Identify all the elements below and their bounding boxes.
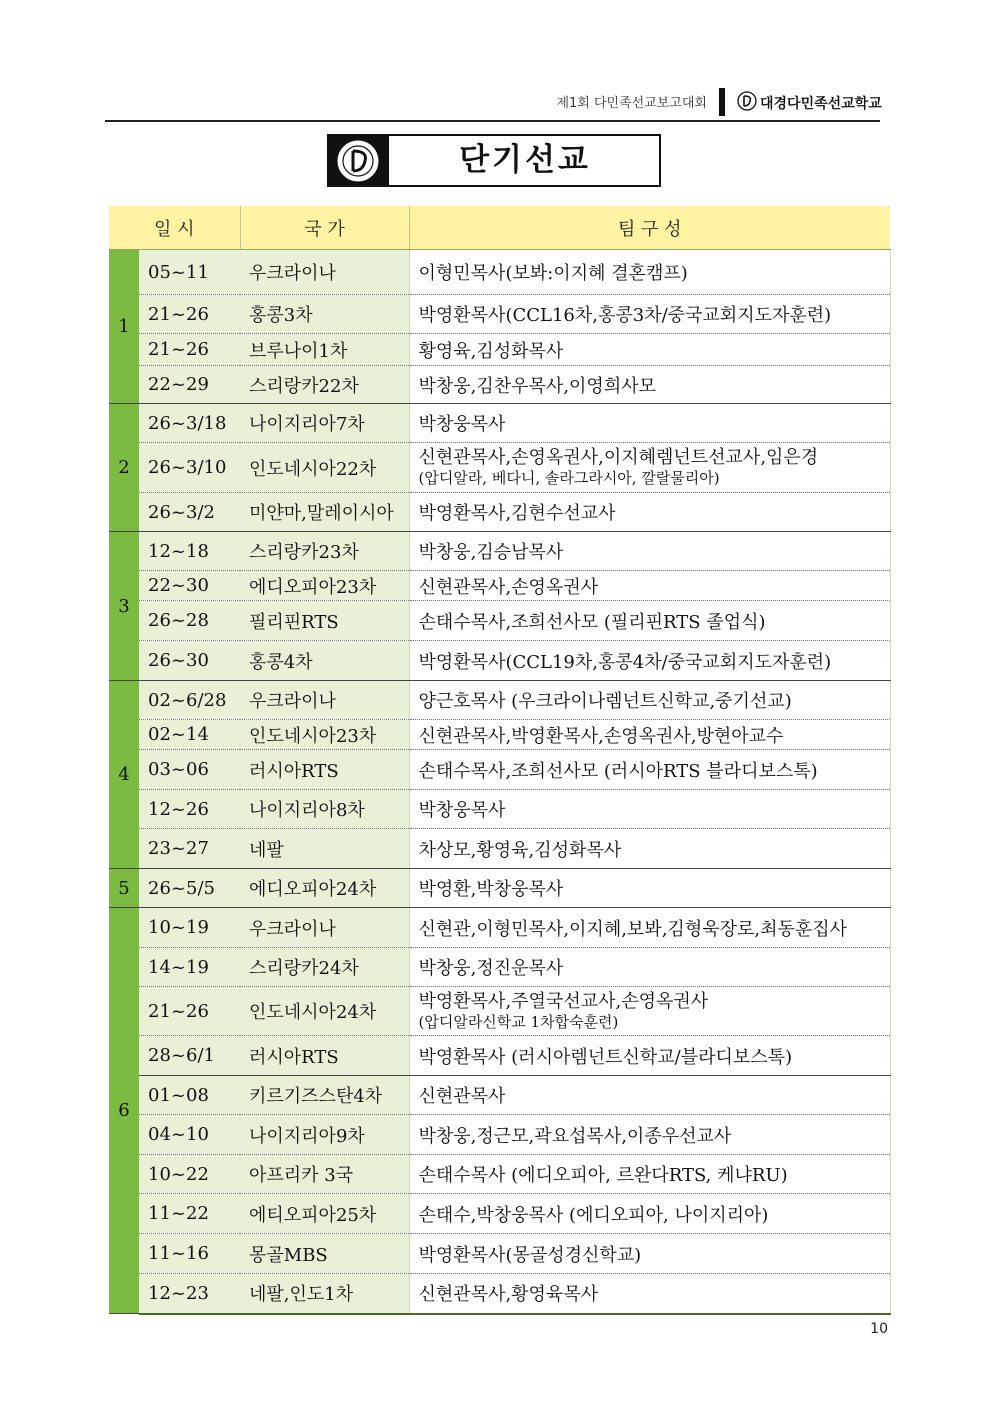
country-cell: 인도네시아22차: [240, 443, 409, 493]
table-header-row: [109, 206, 890, 250]
date-cell: 11~16: [139, 1234, 240, 1274]
date-cell: 05~11: [139, 250, 240, 295]
header-rule: [105, 120, 880, 122]
header-date: 일 시: [109, 206, 240, 250]
school-emblem-icon: [336, 139, 380, 183]
team-cell: [409, 987, 890, 1036]
country-cell: 인도네시아24차: [240, 987, 409, 1036]
date-cell: 26~28: [139, 601, 240, 641]
table-row: [109, 366, 890, 404]
title-logo-panel: [329, 136, 389, 185]
date-cell: 23~27: [139, 829, 240, 869]
team-cell: 손태수목사,조희선사모 (러시아RTS 블라디보스톡): [409, 750, 890, 790]
table-row: [109, 1274, 890, 1314]
country-cell: 러시아RTS: [240, 750, 409, 790]
date-cell: 14~19: [139, 948, 240, 987]
date-cell: 03~06: [139, 750, 240, 790]
header-divider-bar: [719, 88, 725, 116]
country-cell: 스리랑카24차: [240, 948, 409, 987]
table-row: [109, 987, 890, 1036]
country-cell: 나이지리아8차: [240, 790, 409, 829]
team-cell: 박영환목사 (러시아렘넌트신학교/블라디보스톡): [409, 1036, 890, 1076]
team-cell: 박영환목사(CCL19차,홍콩4차/중국교회지도자훈련): [409, 641, 890, 681]
date-cell: 21~26: [139, 334, 240, 366]
country-cell: 몽골MBS: [240, 1234, 409, 1274]
date-cell: 26~30: [139, 641, 240, 681]
team-cell: 신현관목사,손영옥권사: [409, 571, 890, 601]
month-cell: 6: [109, 908, 139, 1314]
header-country: 국 가: [240, 206, 409, 250]
date-cell: 12~26: [139, 790, 240, 829]
date-cell: 04~10: [139, 1115, 240, 1155]
date-cell: 26~3/2: [139, 493, 240, 532]
school-name: 대경다민족선교학교: [760, 96, 882, 112]
country-cell: 키르기즈스탄4차: [240, 1076, 409, 1115]
team-sub-text: (압디알라신학교 1차합숙훈련): [418, 1012, 619, 1031]
team-cell: 양근호목사 (우크라이나렘넌트신학교,중기선교): [409, 681, 890, 720]
table-row: [109, 790, 890, 829]
team-cell: 손태수목사 (에디오피아, 르완다RTS, 케냐RU): [409, 1155, 890, 1194]
date-cell: 22~30: [139, 571, 240, 601]
team-cell: 신현관목사,황영육목사: [409, 1274, 890, 1314]
school-logo-icon: [737, 91, 757, 111]
team-cell: 신현관,이형민목사,이지혜,보봐,김형욱장로,최동훈집사: [409, 908, 890, 948]
date-cell: 26~5/5: [139, 869, 240, 908]
month-cell: 1: [109, 250, 139, 404]
table-row: [109, 948, 890, 987]
table-row: [109, 532, 890, 571]
team-cell: 박창웅목사: [409, 404, 890, 443]
team-main-text: 신현관목사,손영옥권사,이지혜렘넌트선교사,임은경: [418, 447, 819, 468]
table-row: [109, 681, 890, 720]
team-cell: 손태수목사,조희선사모 (필리핀RTS 졸업식): [409, 601, 890, 641]
country-cell: 홍콩3차: [240, 295, 409, 334]
team-cell: 신현관목사: [409, 1076, 890, 1115]
table-row: [109, 1115, 890, 1155]
team-main-text: 박영환목사,주열국선교사,손영옥권사: [418, 990, 709, 1012]
table-body: [109, 250, 890, 1314]
country-cell: 인도네시아23차: [240, 720, 409, 750]
table-row: [109, 601, 890, 641]
month-cell: 2: [109, 404, 139, 532]
team-cell: 박영환목사(CCL16차,홍콩3차/중국교회지도자훈련): [409, 295, 890, 334]
table-row: [109, 641, 890, 681]
country-cell: 네팔,인도1차: [240, 1274, 409, 1314]
team-cell: 박창웅,정근모,곽요섭목사,이종우선교사: [409, 1115, 890, 1155]
team-cell: 손태수,박창웅목사 (에디오피아, 나이지리아): [409, 1194, 890, 1234]
team-cell: [409, 443, 890, 493]
table-row: [109, 1194, 890, 1234]
date-cell: 02~6/28: [139, 681, 240, 720]
country-cell: 홍콩4차: [240, 641, 409, 681]
date-cell: 26~3/18: [139, 404, 240, 443]
table-row: [109, 295, 890, 334]
table-row: [109, 493, 890, 532]
team-cell: 박영환목사(몽골성경신학교): [409, 1234, 890, 1274]
month-cell: 4: [109, 681, 139, 869]
country-cell: 네팔: [240, 829, 409, 869]
date-cell: 10~19: [139, 908, 240, 948]
title-box: [327, 134, 661, 187]
month-cell: 3: [109, 532, 139, 681]
date-cell: 21~26: [139, 987, 240, 1036]
mission-schedule-table: [109, 206, 891, 1315]
month-cell: 5: [109, 869, 139, 908]
country-cell: 우크라이나: [240, 908, 409, 948]
page-number: 10: [870, 1321, 888, 1337]
header-team: 팀 구 성: [409, 206, 890, 250]
team-cell: 박영환목사,김현수선교사: [409, 493, 890, 532]
date-cell: 01~08: [139, 1076, 240, 1115]
table-row: [109, 1155, 890, 1194]
table-row: [109, 443, 890, 493]
date-cell: 11~22: [139, 1194, 240, 1234]
country-cell: 에디오피아24차: [240, 869, 409, 908]
country-cell: 에티오피아25차: [240, 1194, 409, 1234]
date-cell: 26~3/10: [139, 443, 240, 493]
team-cell: 박창웅목사: [409, 790, 890, 829]
country-cell: 미얀마,말레이시아: [240, 493, 409, 532]
team-cell: 박창웅,김승남목사: [409, 532, 890, 571]
table-row: [109, 1234, 890, 1274]
table-row: [109, 829, 890, 869]
team-cell: 신현관목사,박영환목사,손영옥권사,방현아교수: [409, 720, 890, 750]
table-row: [109, 404, 890, 443]
table-row: [109, 571, 890, 601]
country-cell: 스리랑카23차: [240, 532, 409, 571]
country-cell: 에디오피아23차: [240, 571, 409, 601]
country-cell: 나이지리아7차: [240, 404, 409, 443]
table-row: [109, 1076, 890, 1115]
table-row: [109, 334, 890, 366]
table-row: [109, 1036, 890, 1076]
table-row: [109, 750, 890, 790]
team-cell: 박창웅,김찬우목사,이영희사모: [409, 366, 890, 404]
table-row: [109, 250, 890, 295]
table-row: [109, 908, 890, 948]
date-cell: 22~29: [139, 366, 240, 404]
team-cell: 박영환,박창웅목사: [409, 869, 890, 908]
team-sub-text: (압디알라, 베다니, 솔라그라시아, 깔랄물리아): [418, 469, 720, 487]
date-cell: 28~6/1: [139, 1036, 240, 1076]
country-cell: 우크라이나: [240, 681, 409, 720]
table-row: [109, 720, 890, 750]
team-cell: 차상모,황영육,김성화목사: [409, 829, 890, 869]
country-cell: 스리랑카22차: [240, 366, 409, 404]
country-cell: 러시아RTS: [240, 1036, 409, 1076]
team-cell: 황영육,김성화목사: [409, 334, 890, 366]
date-cell: 12~23: [139, 1274, 240, 1314]
date-cell: 10~22: [139, 1155, 240, 1194]
date-cell: 21~26: [139, 295, 240, 334]
country-cell: 필리핀RTS: [240, 601, 409, 641]
table-row: [109, 869, 890, 908]
team-cell: 박창웅,정진운목사: [409, 948, 890, 987]
country-cell: 브루나이1차: [240, 334, 409, 366]
country-cell: 아프리카 3국: [240, 1155, 409, 1194]
date-cell: 02~14: [139, 720, 240, 750]
team-cell: 이형민목사(보봐:이지혜 결혼캠프): [409, 250, 890, 295]
date-cell: 12~18: [139, 532, 240, 571]
country-cell: 우크라이나: [240, 250, 409, 295]
page-title: 단기선교: [459, 142, 591, 178]
country-cell: 나이지리아9차: [240, 1115, 409, 1155]
event-title: 제1회 다민족선교보고대회: [556, 96, 707, 111]
